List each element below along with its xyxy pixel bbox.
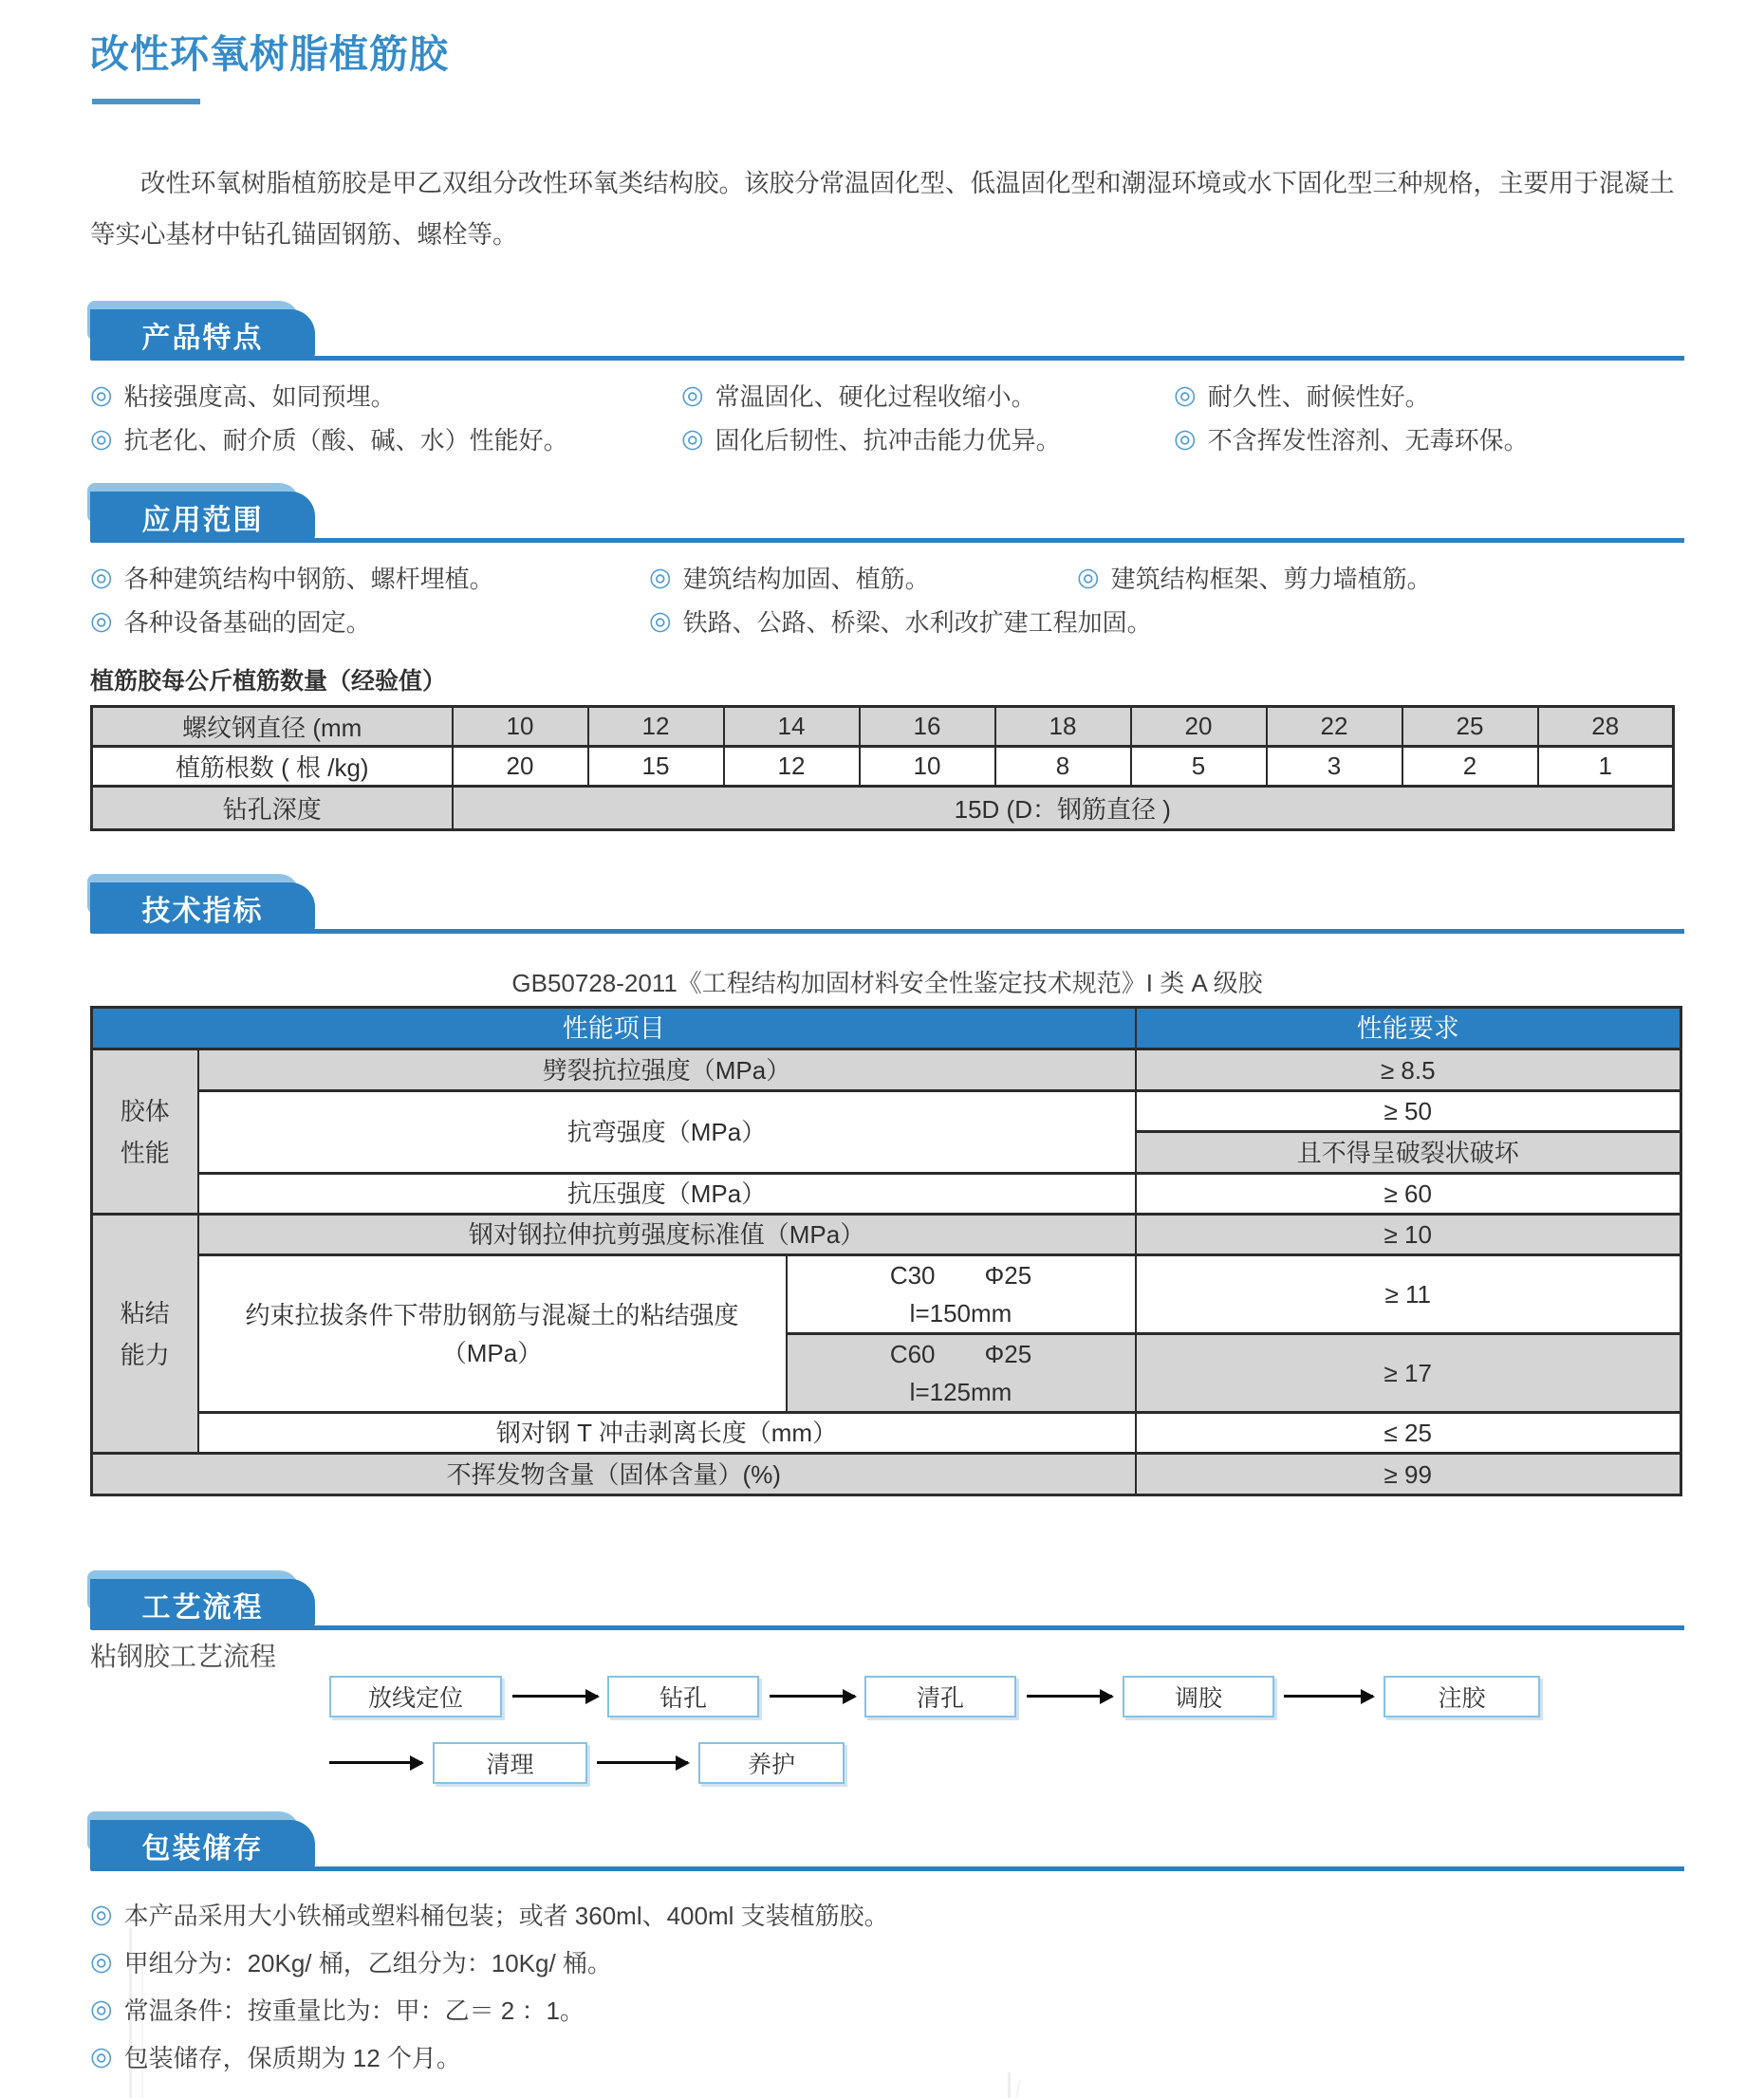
section-rule bbox=[98, 356, 1684, 361]
applications-heading: 应用范围 bbox=[90, 492, 315, 543]
flow-step-inject: 注胶 bbox=[1383, 1676, 1540, 1717]
flow-arrow bbox=[512, 1695, 598, 1698]
bond-c60-line1: C60 Φ25 bbox=[889, 1340, 1032, 1368]
depth-value: 15D (D：钢筋直径 ) bbox=[453, 787, 1674, 830]
section-applications-header bbox=[90, 492, 1684, 543]
application-item bbox=[90, 603, 371, 639]
diameter-value: 10 bbox=[453, 707, 588, 747]
count-value: 5 bbox=[1131, 747, 1267, 787]
flow-step-layout: 放线定位 bbox=[329, 1676, 502, 1717]
bullet-icon: ◎ bbox=[681, 424, 704, 453]
tech-group-body-performance: 胶体性能 bbox=[92, 1049, 198, 1215]
row-label: 钻孔深度 bbox=[92, 787, 453, 830]
table-row bbox=[92, 1255, 1681, 1334]
features-row-2 bbox=[90, 421, 1684, 459]
tech-specs-table bbox=[90, 1006, 1682, 1496]
bond-label-line2: （MPa） bbox=[441, 1338, 543, 1367]
table-row bbox=[92, 1174, 1681, 1215]
tech-standard-reference: GB50728-2011《工程结构加固材料安全性鉴定技术规范》I 类 A 级胶 bbox=[511, 969, 1263, 997]
row-label: 螺纹钢直径 (mm bbox=[92, 707, 453, 747]
feature-text: 耐久性、耐候性好。 bbox=[1207, 382, 1430, 411]
diameter-value: 25 bbox=[1402, 707, 1538, 747]
table-row bbox=[92, 1413, 1681, 1454]
features-row-1 bbox=[90, 378, 1684, 416]
section-rule bbox=[98, 1625, 1684, 1630]
diameter-value: 18 bbox=[995, 707, 1131, 747]
feature-text: 粘接强度高、如同预埋。 bbox=[123, 382, 396, 411]
tech-col-header-item: 性能项目 bbox=[92, 1008, 1136, 1049]
tech-item-label bbox=[198, 1255, 787, 1413]
tech-group-bond-capacity: 粘结能力 bbox=[92, 1215, 198, 1454]
diameter-value: 20 bbox=[1131, 707, 1267, 747]
tech-req-value: ≥ 8.5 bbox=[1136, 1049, 1681, 1091]
feature-item bbox=[90, 378, 396, 413]
feature-item bbox=[681, 421, 1061, 456]
packaging-item bbox=[90, 1938, 612, 1985]
application-item bbox=[649, 603, 1152, 639]
bond-c30-line2: l=150mm bbox=[909, 1299, 1012, 1327]
flow-arrow bbox=[329, 1761, 422, 1764]
table-row bbox=[92, 1215, 1681, 1255]
watermark-sketch bbox=[141, 1959, 143, 2098]
application-text: 建筑结构加固、植筋。 bbox=[682, 565, 930, 593]
tech-item-label: 劈裂抗拉强度（MPa） bbox=[198, 1049, 1136, 1091]
table-row bbox=[92, 1454, 1681, 1495]
packaging-text: 甲组分为：20Kg/ 桶，乙组分为：10Kg/ 桶。 bbox=[123, 1948, 612, 1977]
flow-step-clean-hole: 清孔 bbox=[864, 1676, 1016, 1717]
section-features-header bbox=[90, 309, 1684, 361]
tech-req-value: ≥ 60 bbox=[1136, 1174, 1681, 1215]
page-title: 改性环氧树脂植筋胶 bbox=[90, 32, 449, 76]
flow-step-cure: 养护 bbox=[698, 1742, 845, 1784]
section-rule bbox=[98, 929, 1684, 934]
flow-step-drill: 钻孔 bbox=[607, 1676, 759, 1717]
packaging-text: 本产品采用大小铁桶或塑料桶包装；或者 360ml、400ml 支装植筋胶。 bbox=[123, 1901, 889, 1930]
diameter-value: 12 bbox=[588, 707, 724, 747]
flow-arrow bbox=[597, 1761, 688, 1764]
table-header-row bbox=[92, 1008, 1681, 1049]
tech-item-label: 抗压强度（MPa） bbox=[198, 1174, 1136, 1215]
flow-arrow bbox=[1284, 1695, 1373, 1698]
section-rule bbox=[98, 538, 1684, 543]
application-text: 建筑结构框架、剪力墙植筋。 bbox=[1110, 565, 1432, 593]
process-flowchart bbox=[90, 1668, 1684, 1793]
bond-label-line1: 约束拉拔条件下带肋钢筋与混凝土的粘结强度 bbox=[245, 1300, 739, 1329]
applications-row-1 bbox=[90, 560, 1684, 598]
flow-step-mix-adhesive: 调胶 bbox=[1123, 1676, 1274, 1717]
count-value: 15 bbox=[588, 747, 724, 787]
title-underline bbox=[92, 99, 200, 104]
packaging-heading-badge bbox=[90, 1820, 315, 1871]
count-value: 12 bbox=[724, 747, 860, 787]
count-value: 20 bbox=[453, 747, 588, 787]
watermark-sketch bbox=[1015, 2080, 1022, 2098]
bond-condition-c30 bbox=[787, 1255, 1136, 1334]
section-packaging-header bbox=[90, 1820, 1684, 1871]
tech-req-value: 且不得呈破裂状破坏 bbox=[1136, 1132, 1681, 1174]
flow-step-cleanup: 清理 bbox=[433, 1742, 587, 1784]
table-row bbox=[92, 747, 1674, 787]
count-value: 3 bbox=[1267, 747, 1402, 787]
table-row bbox=[92, 1049, 1681, 1091]
application-text: 各种设备基础的固定。 bbox=[123, 608, 371, 637]
bond-c60-line2: l=125mm bbox=[909, 1378, 1012, 1406]
watermark-sketch bbox=[1008, 2072, 1011, 2098]
application-item bbox=[90, 560, 494, 595]
bullet-icon: ◎ bbox=[681, 381, 704, 409]
applications-heading-badge bbox=[90, 492, 315, 543]
packaging-text: 包装储存，保质期为 12 个月。 bbox=[123, 2043, 461, 2072]
bullet-icon: ◎ bbox=[649, 563, 672, 591]
bullet-icon: ◎ bbox=[1174, 424, 1197, 453]
packaging-heading: 包装储存 bbox=[90, 1820, 315, 1871]
tech-req-value: ≤ 25 bbox=[1136, 1413, 1681, 1454]
rebar-quantity-table bbox=[90, 705, 1675, 831]
count-value: 8 bbox=[995, 747, 1131, 787]
tech-req-value: ≥ 10 bbox=[1136, 1215, 1681, 1255]
rebar-table-wrap bbox=[90, 705, 1684, 831]
application-text: 铁路、公路、桥梁、水利改扩建工程加固。 bbox=[682, 608, 1152, 637]
count-value: 10 bbox=[860, 747, 995, 787]
bullet-icon: ◎ bbox=[1077, 563, 1100, 591]
bullet-icon: ◎ bbox=[90, 424, 113, 453]
row-label: 植筋根数 ( 根 /kg) bbox=[92, 747, 453, 787]
applications-row-2 bbox=[90, 603, 1684, 641]
bullet-icon: ◎ bbox=[649, 606, 672, 635]
feature-text: 常温固化、硬化过程收缩小。 bbox=[715, 382, 1036, 411]
feature-item bbox=[1174, 378, 1430, 413]
table-row bbox=[92, 1091, 1681, 1132]
packaging-text: 常温条件：按重量比为：甲：乙＝ 2 ：1。 bbox=[123, 1996, 585, 2025]
bond-c30-line1: C30 Φ25 bbox=[889, 1261, 1032, 1290]
section-tech-header bbox=[90, 882, 1684, 934]
diameter-value: 16 bbox=[860, 707, 995, 747]
diameter-value: 14 bbox=[724, 707, 860, 747]
tech-req-value: ≥ 17 bbox=[1136, 1334, 1681, 1413]
flow-arrow bbox=[770, 1695, 855, 1698]
packaging-item bbox=[90, 1890, 889, 1938]
feature-item bbox=[90, 421, 568, 456]
tech-req-value: ≥ 50 bbox=[1136, 1091, 1681, 1132]
tech-item-label: 钢对钢拉伸抗剪强度标准值（MPa） bbox=[198, 1215, 1136, 1255]
bullet-icon: ◎ bbox=[90, 606, 113, 635]
section-process-header bbox=[90, 1579, 1684, 1630]
bullet-icon: ◎ bbox=[90, 1946, 113, 1976]
application-text: 各种建筑结构中钢筋、螺杆埋植。 bbox=[123, 565, 494, 593]
feature-text: 固化后韧性、抗冲击能力优异。 bbox=[715, 426, 1061, 455]
process-heading: 工艺流程 bbox=[90, 1579, 315, 1630]
section-rule bbox=[98, 1866, 1684, 1871]
packaging-item bbox=[90, 2033, 461, 2080]
bullet-icon: ◎ bbox=[1174, 381, 1197, 409]
feature-item bbox=[681, 378, 1036, 413]
tech-heading: 技术指标 bbox=[90, 882, 315, 934]
application-item bbox=[649, 560, 930, 595]
tech-item-label: 钢对钢 T 冲击剥离长度（mm） bbox=[198, 1413, 1136, 1454]
tech-col-header-req: 性能要求 bbox=[1136, 1008, 1681, 1049]
bond-condition-c60 bbox=[787, 1334, 1136, 1413]
tech-item-label: 抗弯强度（MPa） bbox=[198, 1091, 1136, 1174]
flow-arrow bbox=[1027, 1695, 1112, 1698]
feature-item bbox=[1174, 421, 1529, 456]
features-heading-badge bbox=[90, 309, 315, 361]
tech-heading-badge bbox=[90, 882, 315, 934]
diameter-value: 28 bbox=[1538, 707, 1674, 747]
bullet-icon: ◎ bbox=[90, 1899, 113, 1928]
feature-text: 抗老化、耐介质（酸、碱、水）性能好。 bbox=[123, 426, 568, 455]
tech-item-label: 不挥发物含量（固体含量）(%) bbox=[92, 1454, 1136, 1495]
count-value: 2 bbox=[1402, 747, 1538, 787]
bullet-icon: ◎ bbox=[90, 1994, 113, 2023]
application-item bbox=[1077, 560, 1432, 595]
diameter-value: 22 bbox=[1267, 707, 1402, 747]
tech-table-wrap bbox=[90, 1006, 1684, 1496]
bullet-icon: ◎ bbox=[90, 563, 113, 591]
bullet-icon: ◎ bbox=[90, 381, 113, 409]
feature-text: 不含挥发性溶剂、无毒环保。 bbox=[1207, 426, 1529, 455]
tech-req-value: ≥ 99 bbox=[1136, 1454, 1681, 1495]
process-subtitle: 粘钢胶工艺流程 bbox=[90, 1642, 277, 1671]
tech-req-value: ≥ 11 bbox=[1136, 1255, 1681, 1334]
features-heading: 产品特点 bbox=[90, 309, 315, 361]
watermark-sketch bbox=[129, 1928, 132, 2098]
table-row bbox=[92, 787, 1674, 830]
process-heading-badge bbox=[90, 1579, 315, 1630]
count-value: 1 bbox=[1538, 747, 1674, 787]
intro-paragraph: 改性环氧树脂植筋胶是甲乙双组分改性环氧类结构胶。该胶分常温固化型、低温固化型和潮湿环境或水下固化型三种规格，主要用于混凝土等实心基材中钻孔锚固钢筋、螺栓等。 bbox=[90, 169, 1675, 249]
table-row bbox=[92, 707, 1674, 747]
rebar-table-caption: 植筋胶每公斤植筋数量（经验值） bbox=[90, 668, 447, 695]
packaging-item bbox=[90, 1985, 585, 2033]
bullet-icon: ◎ bbox=[90, 2041, 113, 2070]
